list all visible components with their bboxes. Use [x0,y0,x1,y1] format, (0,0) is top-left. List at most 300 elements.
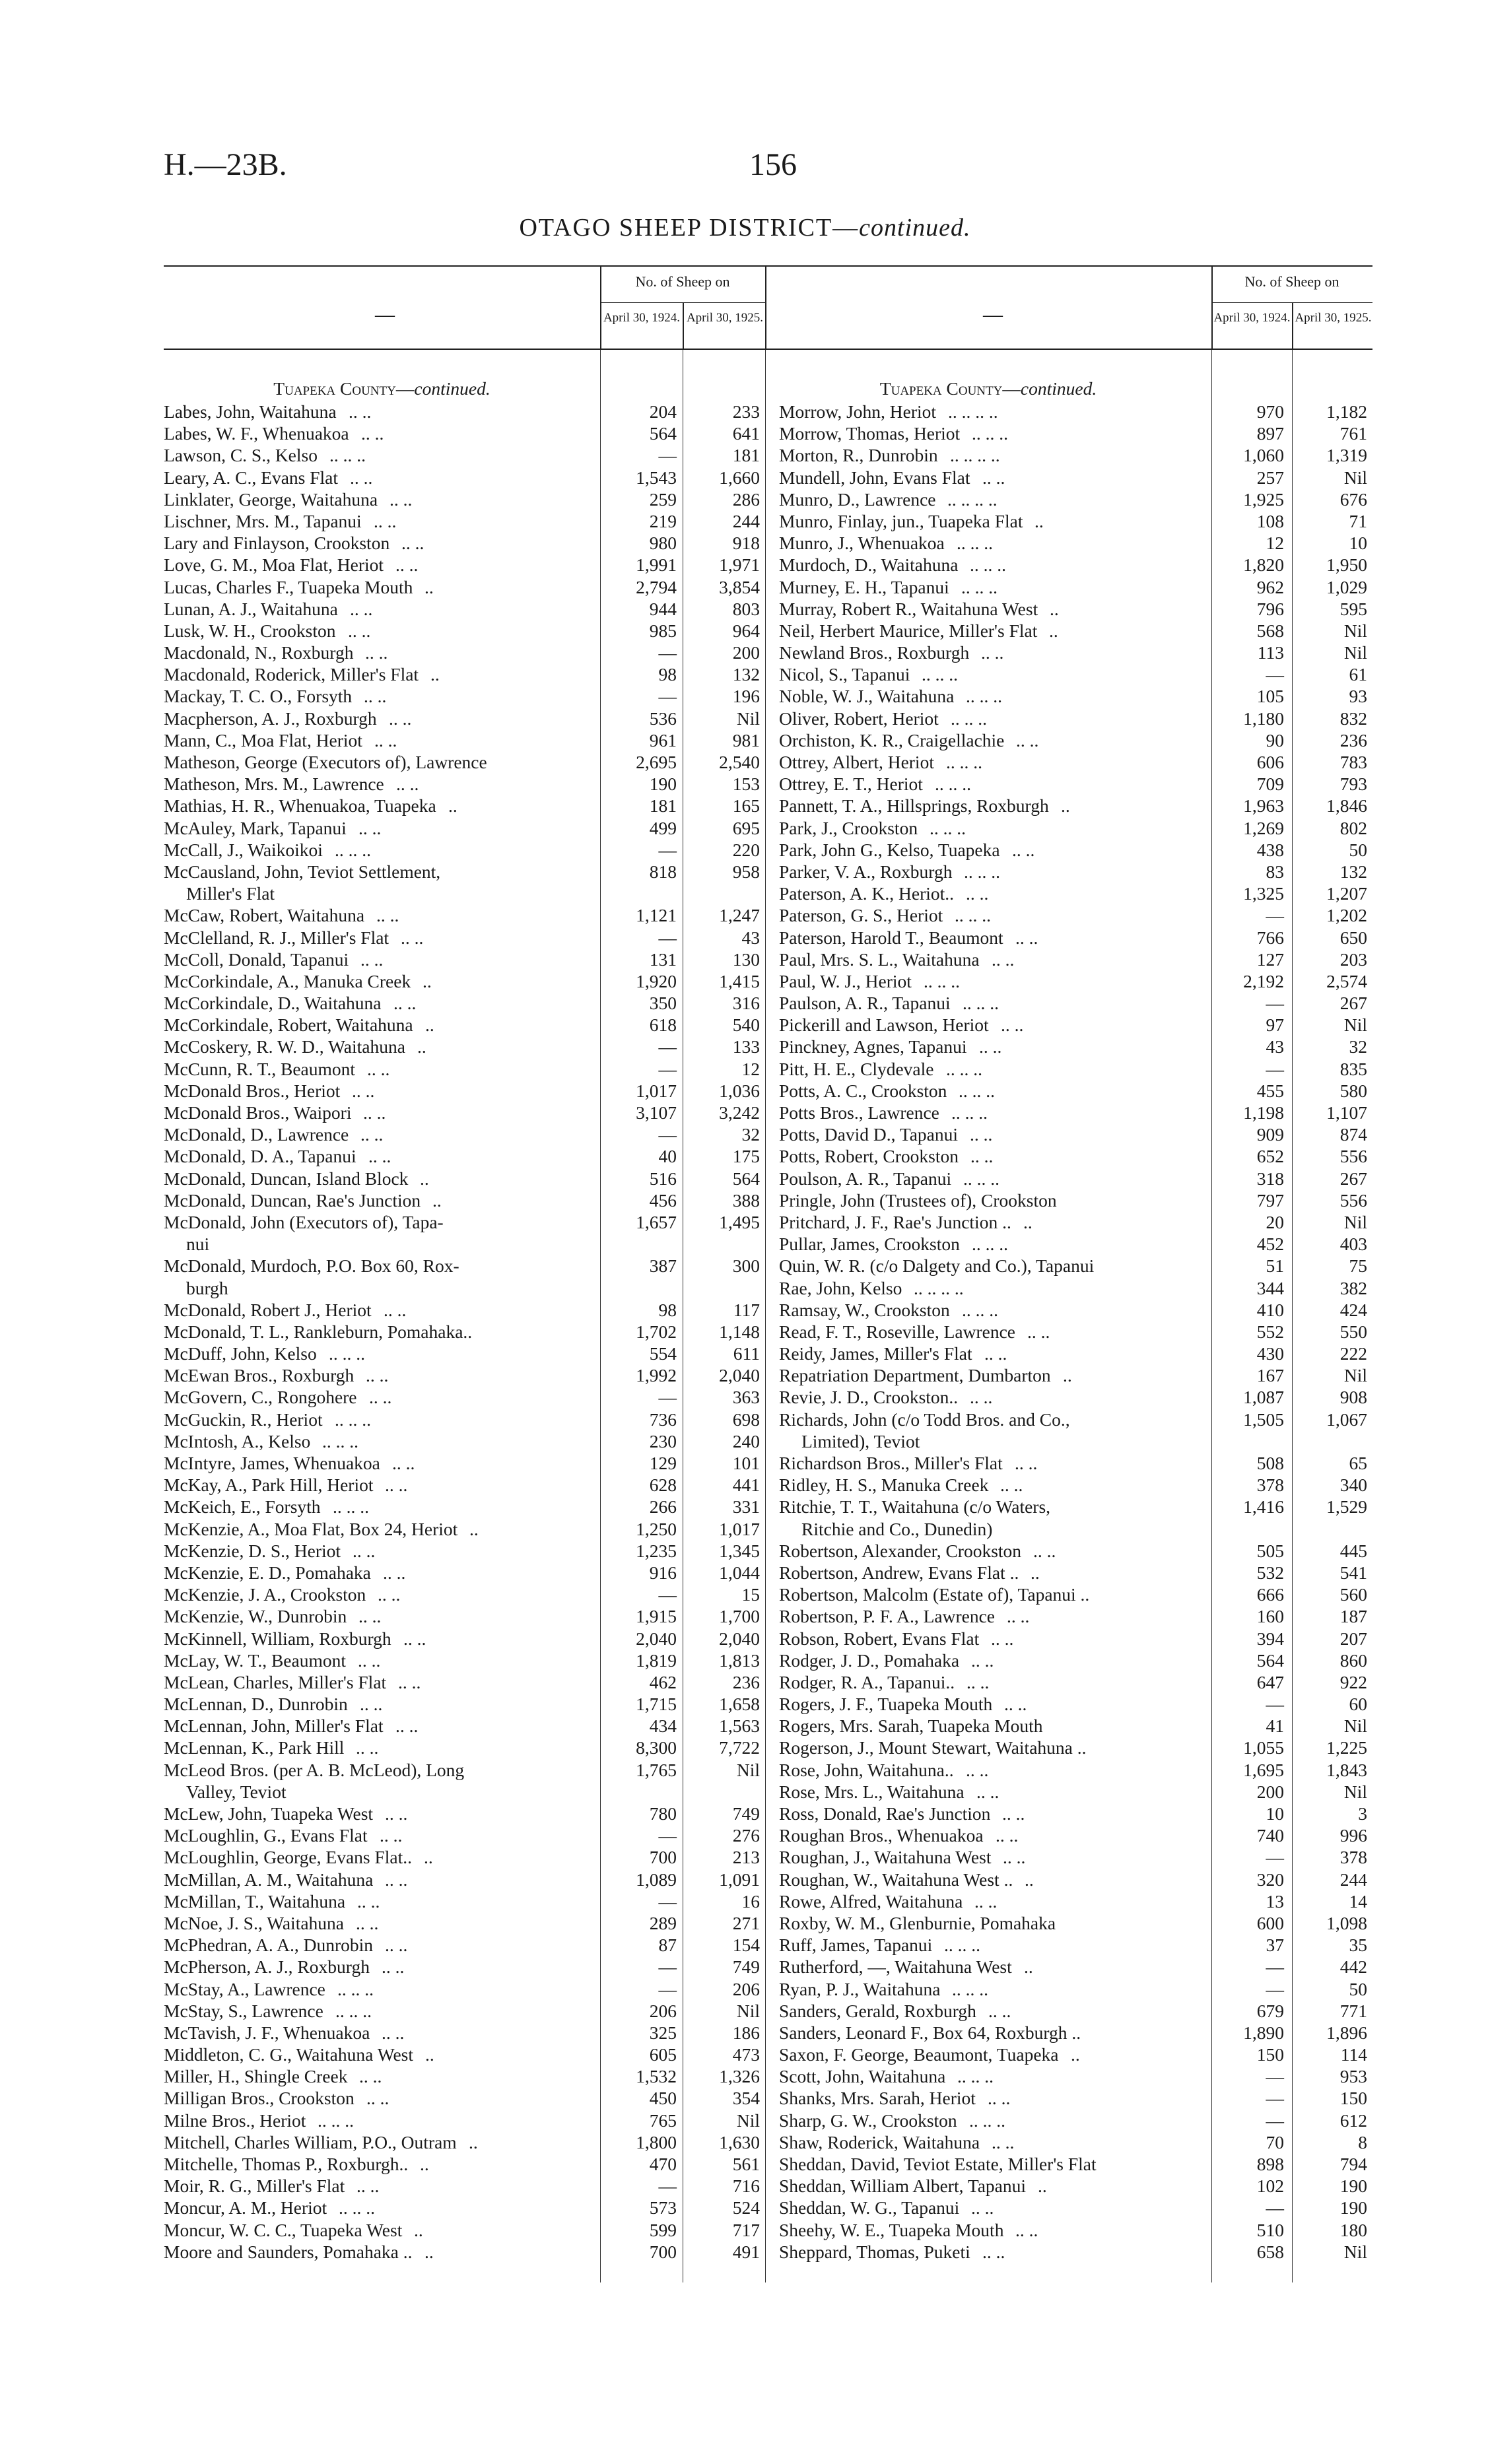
sheep-count-1925: 236 [732,1671,760,1692]
sheep-count-1924: 430 [1256,1343,1284,1364]
owner-name: McLoughlin, George, Evans Flat.. [164,1847,413,1868]
sheep-count-1924: 898 [1256,2154,1284,2174]
table-row [779,2175,1372,2197]
sheep-count-1924: 1,089 [636,1869,677,1890]
leader-dots: .. .. [383,1562,406,1583]
sheep-count-1924: 916 [649,1562,677,1583]
sheep-count-1924: 1,235 [636,1540,677,1561]
table-row [164,1912,765,1934]
owner-name: Ryan, P. J., Waitahuna [779,1978,941,1999]
table-row [164,1978,765,2000]
sheep-count-1925: 32 [741,1124,760,1145]
sheep-count-1924: 1,325 [1243,883,1284,904]
sheep-count-1925: 1,067 [1326,1409,1367,1430]
sheep-count-1925: 43 [741,927,760,948]
owner-name: Neil, Herbert Maurice, Miller's Flat [779,620,1038,641]
table-row [779,1518,1372,1540]
owner-name: Ritchie, T. T., Waitahuna (c/o Waters, [779,1496,1051,1517]
sheep-count-1924: 1,543 [636,467,677,488]
table-row [779,488,1372,510]
leader-dots: .. .. .. [972,1234,1008,1255]
leader-dots: .. [424,2241,434,2262]
sheep-count-1924: — [1266,1978,1284,1999]
sheep-count-1925: 771 [1339,2000,1367,2021]
leader-dots: .. .. [385,1475,408,1496]
sheep-count-1925: 130 [732,949,760,970]
table-row [779,532,1372,554]
owner-name: Sanders, Leonard F., Box 64, Roxburgh .. [779,2022,1081,2043]
owner-name: Linklater, George, Waitahuna [164,488,378,510]
table-row [779,1474,1372,1496]
sheep-count-1924: 499 [649,817,677,838]
owner-name: McCall, J., Waikoikoi [164,839,323,860]
page-number: 156 [749,147,797,182]
owner-name: McCunn, R. T., Beaumont [164,1058,356,1079]
table-row [164,401,765,422]
table-row [779,839,1372,861]
table-row [164,1628,765,1649]
sheep-count-1925: 793 [1339,774,1367,795]
leader-dots: .. .. [982,467,1005,488]
leader-dots: .. [1071,2044,1080,2065]
sheep-count-1925: 340 [1339,1475,1367,1496]
table-row [779,444,1372,466]
table-row [779,1496,1372,1517]
leader-dots: .. .. .. [957,2066,994,2087]
table-row [779,1890,1372,1912]
table-row [164,970,765,992]
leader-dots: .. .. [366,1365,389,1386]
sheep-count-1925: 650 [1339,927,1367,948]
owner-name: Limited), Teviot [801,1430,920,1451]
table-row [164,1343,765,1364]
sheep-count-1925: 442 [1339,1956,1367,1978]
owner-name: Ross, Donald, Rae's Junction [779,1803,991,1824]
sheep-count-1924: 98 [658,1299,677,1320]
leader-dots: .. .. [350,467,373,488]
owner-name: Paterson, A. K., Heriot.. [779,883,955,904]
leader-dots: .. [469,1518,479,1539]
sheep-count-1924: 70 [1266,2131,1284,2152]
sheep-count-1925: 1,107 [1326,1102,1367,1123]
sheep-count-1925: 15 [741,1584,760,1605]
sheep-count-1924: — [658,1890,677,1912]
sheep-count-1924: 40 [658,1146,677,1167]
leader-dots: .. [1031,1562,1040,1583]
sheep-count-1925: 200 [732,642,760,663]
sheep-count-1925: 1,098 [1326,1912,1367,1933]
table-row [164,1409,765,1430]
leader-dots: .. .. [970,1124,993,1145]
sheep-count-1925: 1,630 [719,2131,760,2152]
table-row [779,1649,1372,1671]
owner-name: Shaw, Roderick, Waitahuna [779,2131,980,2152]
sheep-count-1924: 206 [649,2000,677,2021]
leader-dots: .. .. [389,708,412,729]
owner-name: Mitchell, Charles William, P.O., Outram [164,2131,457,2152]
sheep-count-1925: 165 [732,795,760,816]
sheep-count-1924: 1,657 [636,1211,677,1232]
sheep-count-1925: 1,846 [1326,795,1367,816]
table-row [779,1715,1372,1737]
sheep-count-1924: 970 [1256,401,1284,422]
sheep-count-1924: 700 [649,2241,677,2262]
leader-dots: .. .. [350,598,373,619]
owner-name: Pitt, H. E., Clydevale [779,1058,934,1079]
table-row [164,1036,765,1057]
owner-name: Miller's Flat [186,883,275,904]
sheep-count-1924: 797 [1256,1189,1284,1211]
leader-dots: .. .. .. .. [950,445,1000,466]
sheep-count-1925: 918 [732,533,760,554]
sheep-count-1925: 271 [732,1912,760,1933]
sheep-count-1925: 1,495 [719,1211,760,1232]
owner-name: Ottrey, Albert, Heriot [779,752,934,772]
owner-name: Sheddan, W. G., Tapanui [779,2197,960,2218]
owner-name: Lischner, Mrs. M., Tapanui [164,510,362,531]
table-row [164,598,765,620]
owner-name: Roughan Bros., Whenuakoa [779,1825,984,1846]
owner-name: McKay, A., Park Hill, Heriot [164,1475,374,1496]
sheep-count-1924: 1,819 [636,1649,677,1671]
table-row [779,1693,1372,1715]
leader-dots: .. .. [384,1299,407,1320]
sheep-count-1924: — [1266,1058,1284,1079]
sheep-count-1925: 153 [732,774,760,795]
table-row [164,1605,765,1627]
sheep-count-1925: 196 [732,686,760,707]
table-row [779,708,1372,729]
owner-name: Lary and Finlayson, Crookston [164,533,390,554]
sheep-count-1924: 230 [649,1430,677,1451]
sheep-count-1924: 510 [1256,2219,1284,2240]
table-row [164,861,765,882]
owner-name: McCausland, John, Teviot Settlement, [164,861,441,882]
table-row [779,685,1372,707]
leader-dots: .. .. [992,949,1015,970]
owner-name: Ramsay, W., Crookston [779,1299,950,1320]
sheep-count-1924: 108 [1256,510,1284,531]
sheep-count-1925: 132 [1339,861,1367,882]
left-column [164,401,765,2263]
owner-name: McDonald, D. A., Tapanui [164,1146,356,1167]
sheep-count-1925: Nil [736,2110,760,2131]
owner-name: Pinckney, Agnes, Tapanui [779,1036,967,1057]
sheep-count-1924: 37 [1266,1935,1284,1956]
table-row [164,1649,765,1671]
table-row [164,1299,765,1321]
sheep-count-1925: 316 [732,993,760,1014]
leader-dots: .. .. .. [335,2000,372,2021]
table-row [779,2219,1372,2241]
table-row [779,2065,1372,2087]
sheep-count-1925: 1,345 [719,1540,760,1561]
right-column [779,401,1372,2263]
leader-dots: .. .. [363,1102,386,1123]
leader-dots: .. .. [374,510,397,531]
sheep-count-1924: — [658,927,677,948]
sheep-count-1925: 1,247 [719,905,760,926]
table-row [779,620,1372,642]
owner-name: Morton, R., Dunrobin [779,445,938,466]
sheep-count-1924: 818 [649,861,677,882]
owner-name: Pannett, T. A., Hillsprings, Roxburgh [779,795,1049,816]
table-row [779,2000,1372,2022]
sheep-count-1924: 536 [649,708,677,729]
leader-dots: .. .. .. [337,1978,374,1999]
table-row [164,1474,765,1496]
leader-dots: .. .. [1004,1694,1027,1715]
owner-name: McDonald Bros., Heriot [164,1080,341,1101]
leader-dots: .. [423,970,432,991]
sheep-count-1925: 203 [1339,949,1367,970]
table-row [779,2131,1372,2153]
owner-name: Rodger, J. D., Pomahaka [779,1649,960,1671]
sheep-count-1924: — [1266,664,1284,685]
left-section-title [164,378,600,399]
owner-name: McKinnell, William, Roxburgh [164,1628,391,1649]
sheep-count-1925: 1,036 [719,1080,760,1101]
owner-name: Moore and Saunders, Pomahaka .. [164,2241,413,2262]
table-row [164,1233,765,1255]
sheep-count-1924: 1,925 [1243,488,1284,510]
sheep-count-1924: — [1266,2110,1284,2131]
owner-name: Paul, Mrs. S. L., Waitahuna [779,949,980,970]
table-row [164,1562,765,1583]
leader-dots: .. .. [1002,1803,1025,1824]
leader-dots: .. .. [385,1869,408,1890]
table-row [779,1737,1372,1758]
sheep-count-1924: — [1266,2197,1284,2218]
right-table-header [765,265,1372,350]
owner-name: Labes, John, Waitahuna [164,401,337,422]
leader-dots: .. [1049,620,1058,641]
table-row [164,1934,765,1956]
sheep-count-1924: 564 [649,423,677,444]
leader-dots: .. .. [1001,1015,1024,1036]
table-row [164,2044,765,2065]
owner-name: McAuley, Mark, Tapanui [164,817,347,838]
sheep-count-1925: 953 [1339,2066,1367,2087]
leader-dots: .. .. [360,1694,383,1715]
leader-dots: .. .. .. [318,2110,354,2131]
sheep-count-1925: 540 [732,1015,760,1036]
owner-name: Milne Bros., Heriot [164,2110,306,2131]
sheep-count-1924: 516 [649,1168,677,1189]
owner-name: Munro, J., Whenuakoa [779,533,945,554]
sheep-count-1925: 550 [1339,1321,1367,1342]
sheep-count-1924: 2,192 [1243,970,1284,991]
sheep-count-1924: 564 [1256,1649,1284,1671]
leader-dots: .. [1061,795,1070,816]
table-row [779,1869,1372,1890]
sheep-count-1925: 695 [732,817,760,838]
owner-name: Roughan, J., Waitahuna West [779,1847,992,1868]
leader-dots: .. .. .. [335,839,371,860]
sheep-count-1925: 14 [1349,1890,1367,1912]
leader-dots: .. .. [368,1146,391,1167]
table-row [779,422,1372,444]
table-row [164,2022,765,2044]
sheep-count-1925: 717 [732,2219,760,2240]
leader-dots: .. .. .. [329,1343,365,1364]
table-row [779,1080,1372,1102]
leader-dots: .. .. [367,1058,390,1079]
sheep-count-1925: 835 [1339,1058,1367,1079]
owner-name: Moir, R. G., Miller's Flat [164,2176,345,2197]
sheep-count-1924: 1,765 [636,1759,677,1780]
owner-name: Newland Bros., Roxburgh [779,642,970,663]
sheep-count-1925: 441 [732,1475,760,1496]
sheep-count-1925: 2,574 [1326,970,1367,991]
sheep-count-1925: 61 [1349,664,1367,685]
owner-name: Robertson, Andrew, Evans Flat .. [779,1562,1019,1583]
name-column-header: — [375,304,395,325]
sheep-count-1925: 382 [1339,1277,1367,1298]
leader-dots: .. .. [352,1080,375,1101]
sheep-count-1924: 167 [1256,1365,1284,1386]
owner-name: Paulson, A. R., Tapanui [779,993,951,1014]
owner-name: Rose, Mrs. L., Waitahuna [779,1781,965,1802]
sheep-count-1925: 560 [1339,1584,1367,1605]
table-row [164,1781,765,1803]
table-row [164,1255,765,1277]
owner-name: McClelland, R. J., Miller's Flat [164,927,389,948]
table-row [164,1824,765,1846]
table-row [164,422,765,444]
sheep-count-1925: 676 [1339,488,1367,510]
sheep-count-1924: 1,991 [636,554,677,576]
owner-name: Rose, John, Waitahuna.. [779,1759,954,1780]
leader-dots: .. .. [398,1671,421,1692]
table-row [164,1430,765,1452]
table-row [164,1869,765,1890]
sheep-count-1925: 561 [732,2154,760,2174]
owner-name: Ritchie and Co., Dunedin) [801,1518,993,1539]
sheep-count-1925: 491 [732,2241,760,2262]
sheep-count-1925: Nil [1343,2241,1367,2262]
table-row [779,401,1372,422]
sheep-count-1924: 98 [658,664,677,685]
sheep-count-1924: 462 [649,1671,677,1692]
table-row [779,554,1372,576]
table-row [779,663,1372,685]
owner-name: Richards, John (c/o Todd Bros. and Co., [779,1409,1070,1430]
sheep-count-1925: 363 [732,1387,760,1408]
table-row [164,1189,765,1211]
table-row [164,949,765,970]
owner-name: McCorkindale, A., Manuka Creek [164,970,411,991]
leader-dots: .. .. [389,488,413,510]
table-row [164,620,765,642]
sheep-count-1925: 50 [1349,1978,1367,1999]
owner-name: McDuff, John, Kelso [164,1343,317,1364]
owner-name: McLeod Bros. (per A. B. McLeod), Long [164,1759,465,1780]
sheep-count-1924: 113 [1257,642,1284,663]
leader-dots: .. [1050,598,1059,619]
leader-dots: .. .. [360,949,384,970]
owner-name: Reidy, James, Miller's Flat [779,1343,972,1364]
table-row [164,1693,765,1715]
owner-name: McKeich, E., Forsyth [164,1496,321,1517]
sheep-count-1925: 424 [1339,1299,1367,1320]
leader-dots: .. .. [966,883,989,904]
table-row [779,2044,1372,2065]
sheep-count-1924: — [658,2176,677,2197]
table-row [164,904,765,926]
owner-name: Rae, John, Kelso [779,1277,902,1298]
leader-dots: .. .. [984,1343,1007,1364]
table-row [164,1956,765,1978]
sheep-count-1924: 438 [1256,839,1284,860]
leader-dots: .. .. .. [972,423,1008,444]
sheep-count-1925: 8 [1358,2131,1367,2152]
leader-dots: .. .. .. [959,1080,995,1101]
table-row [164,2131,765,2153]
sheep-count-1924: 1,250 [636,1518,677,1539]
table-row [164,1759,765,1781]
leader-dots: .. .. [358,1606,382,1627]
sheep-count-1925: 75 [1349,1255,1367,1277]
leader-dots: .. .. .. .. [947,488,998,510]
sheep-count-1925: 2,040 [719,1365,760,1386]
owner-name: Poulson, A. R., Tapanui [779,1168,952,1189]
leader-dots: .. .. .. [922,664,958,685]
table-row [164,2241,765,2263]
table-row [779,2087,1372,2109]
sheep-count-1924: 618 [649,1015,677,1036]
leader-dots: .. .. [976,1781,999,1802]
table-row [779,1211,1372,1233]
sheep-count-1924: 455 [1256,1080,1284,1101]
owner-name: Quin, W. R. (c/o Dalgety and Co.), Tapanui [779,1255,1095,1277]
sheep-count-1924: 766 [1256,927,1284,948]
leader-dots: .. [420,2154,429,2174]
owner-name: Revie, J. D., Crookston.. [779,1387,959,1408]
leader-dots: .. .. [380,1825,403,1846]
leader-dots: .. .. [1007,1606,1030,1627]
table-row [779,861,1372,882]
leader-dots: .. .. [382,1956,405,1978]
sheep-count-1924: 1,198 [1243,1102,1284,1123]
table-row [779,598,1372,620]
owner-name: McDonald Bros., Waipori [164,1102,352,1123]
table-row [779,970,1372,992]
owner-name: Richardson Bros., Miller's Flat [779,1453,1003,1473]
leader-dots: .. .. [361,423,384,444]
table-row [779,1409,1372,1430]
owner-name: Macdonald, N., Roxburgh [164,642,354,663]
table-row [779,1364,1372,1386]
table-row [779,1583,1372,1605]
leader-dots: .. .. .. .. [948,401,998,422]
leader-dots: .. .. .. [339,2197,375,2218]
sheep-count-1924: 456 [649,1189,677,1211]
sheep-count-1925: Nil [1343,1365,1367,1386]
leader-dots: .. .. [378,1584,401,1605]
leader-dots: .. .. [971,2197,994,2218]
table-row [779,1605,1372,1627]
owner-name: Mackay, T. C. O., Forsyth [164,686,353,707]
sheep-count-group-label: No. of Sheep on [1244,273,1339,290]
sheep-count-1924: 127 [1256,949,1284,970]
owner-name: Robson, Robert, Evans Flat [779,1628,980,1649]
owner-name: McDonald, Murdoch, P.O. Box 60, Rox- [164,1255,459,1277]
owner-name: Rogers, Mrs. Sarah, Tuapeka Mouth [779,1715,1043,1737]
sheep-count-1924: 90 [1266,729,1284,750]
table-row [779,949,1372,970]
owner-name: Murray, Robert R., Waitahuna West [779,598,1038,619]
